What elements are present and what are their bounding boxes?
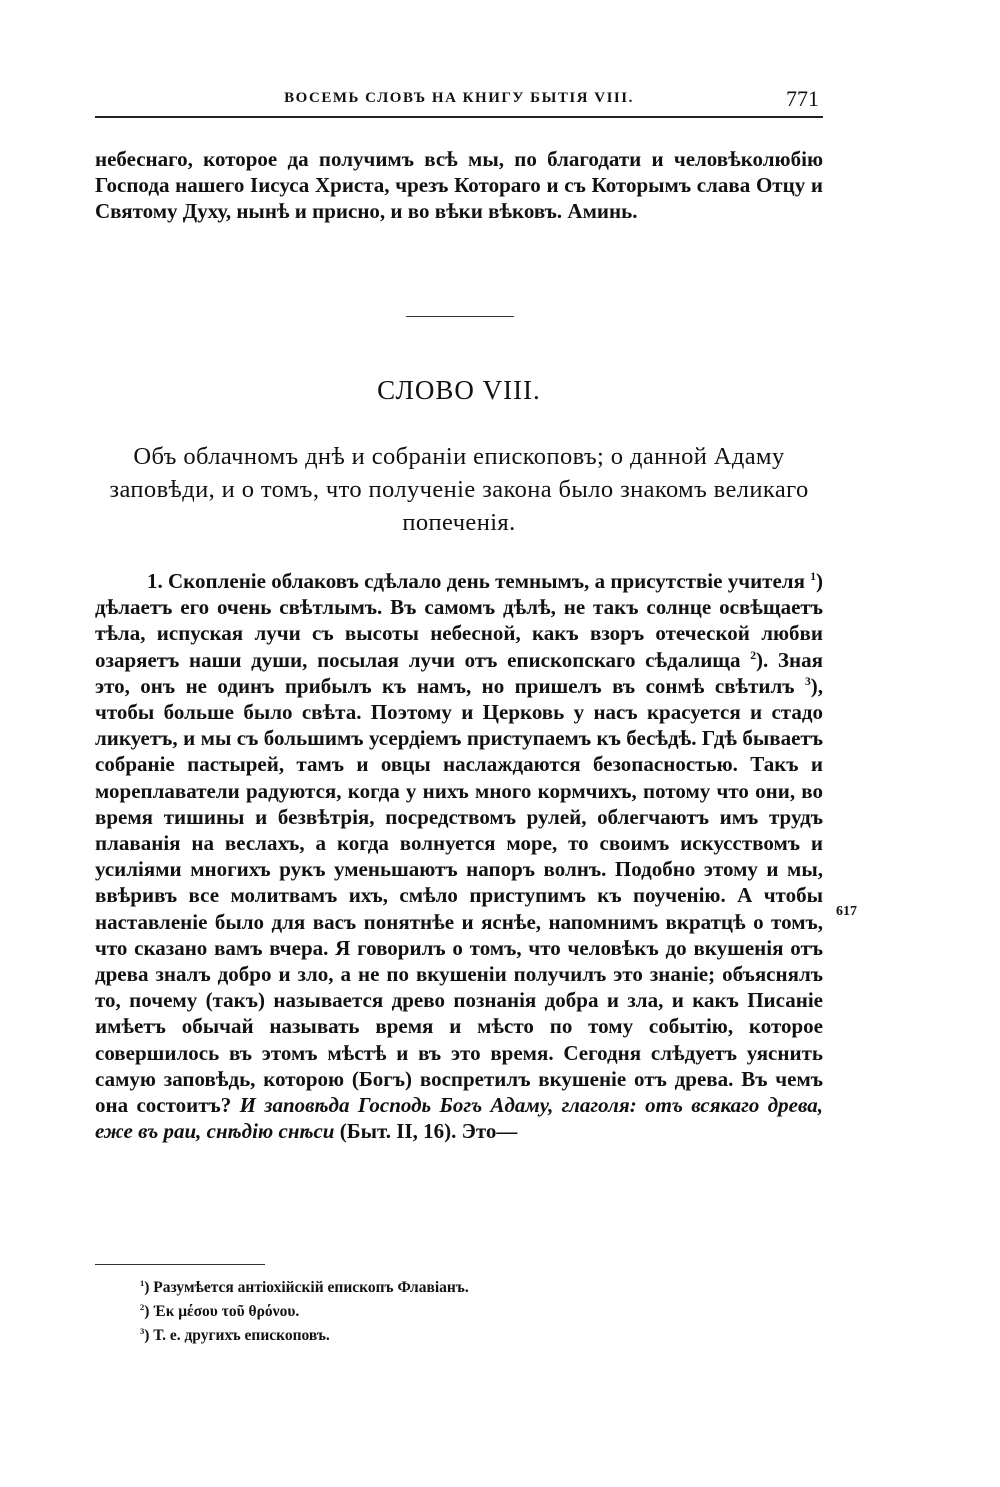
footnote-mark: 2 bbox=[140, 1302, 145, 1313]
body-segment: ) дѣлаетъ его очень свѣтлымъ. Въ самомъ дѣлѣ, не такъ солнце освѣщаетъ тѣла, испуская лучи съ высоты небесной, какъ взоръ отеческой любви озаряетъ наши души, посылая лучи отъ епископскаго сѣдалища bbox=[95, 569, 823, 672]
footnote-mark: 1 bbox=[140, 1278, 145, 1289]
scripture-citation: (Быт. II, 16). Это— bbox=[334, 1119, 518, 1144]
footnote-ref: 1 bbox=[810, 570, 816, 583]
footnote-ref: 3 bbox=[804, 675, 811, 688]
margin-number: 617 bbox=[836, 904, 857, 919]
section-divider bbox=[406, 316, 514, 317]
body-segment: ), чтобы больше было свѣта. Поэтому и Церковь у насъ красуется и стадо ликуетъ, и мы съ большимъ усердіемъ приступаемъ къ бесѣдѣ. Гдѣ бываетъ собраніе пастырей, тамъ и овцы наслаждаются безопасностью. Такъ и мореплаватели радуются, когда у нихъ много кормчихъ, потому что они, во время тишины и безвѣтрія, посредствомъ рулей, облегчаютъ имъ трудъ плаванія на веслахъ, а когда волнуется море, то своимъ искусствомъ и усиліями многихъ рукъ уменьшаютъ напоръ волнъ. Подобно этому и мы, ввѣривъ все молитвамъ ихъ, смѣло приступимъ къ поученію. А чтобы наставленіе было для васъ понятнѣе и яснѣе, напомнимъ вкратцѣ о томъ, что сказано вамъ вчера. Я говорилъ о томъ, что человѣкъ до вкушенія отъ древа зналъ добро и зло, а не по вкушеніи получилъ это знаніе; объяснялъ то, почему (такъ) называется древо познанія добра и зла, и какъ Писаніе имѣетъ обычай называть время и мѣсто по тому событію, которое совершилось въ этомъ мѣстѣ и въ это время. Сегодня слѣдуетъ уяснить самую заповѣдь, которою (Богъ) воспретилъ вкушеніе отъ древа. Въ чемъ она состоитъ? bbox=[95, 673, 823, 1118]
body-paragraph bbox=[95, 568, 823, 1144]
sermon-subtitle: Объ облачномъ днѣ и собраніи епископовъ; о данной Адаму заповѣди, и о томъ, что полученіе закона было знакомъ великаго попеченія. bbox=[109, 443, 809, 536]
running-head bbox=[95, 86, 823, 118]
footnotes bbox=[140, 1276, 800, 1348]
footnote bbox=[140, 1324, 800, 1348]
body-segment: 1. Скопленіе облаковъ сдѣлало день темнымъ, а присутствіе учителя bbox=[147, 569, 811, 593]
closing-paragraph: небеснаго, которое да получимъ всѣ мы, по благодати и человѣколюбію Господа нашего Іисуса Христа, чрезъ Котораго и съ Которымъ слава Отцу и Святому Духу, нынѣ и присно, и во вѣки вѣковъ. Аминь. bbox=[95, 147, 823, 224]
footnote bbox=[140, 1276, 800, 1300]
body-segment: ). Зная это, онъ не одинъ прибылъ къ намъ, но пришелъ въ сонмѣ свѣтилъ bbox=[95, 647, 823, 698]
sermon-title: СЛОВО VIII. bbox=[377, 375, 541, 405]
footnote-rule bbox=[95, 1264, 265, 1265]
running-title: ВОСЕМЬ СЛОВЪ НА КНИГУ БЫТІЯ VIII. bbox=[284, 90, 634, 106]
footnote-text: ) Ἐκ μέσου τοῦ θρόνου. bbox=[144, 1303, 300, 1320]
footnote-text: ) Разумѣется антіохійскій епископъ Флавіанъ. bbox=[144, 1279, 469, 1296]
footnote-mark: 3 bbox=[140, 1326, 145, 1337]
footnote-ref: 2 bbox=[750, 649, 756, 662]
footnote bbox=[140, 1300, 800, 1324]
footnote-text: ) Т. е. другихъ епископовъ. bbox=[144, 1327, 330, 1344]
scripture-quote: И заповѣда Господь Богъ Адаму, глаголя: отъ всякаго древа, еже въ раи, снѣдію снѣси bbox=[95, 1093, 823, 1144]
page-number: 771 bbox=[786, 86, 819, 111]
